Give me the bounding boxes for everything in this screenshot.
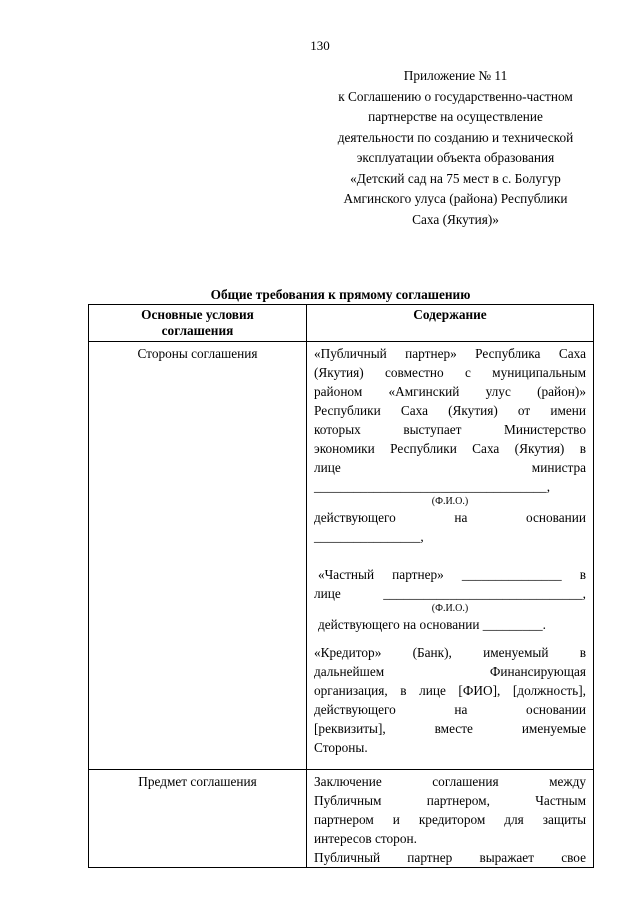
row-label-parties: Стороны соглашения [89, 342, 307, 770]
appendix-line: Приложение № 11 [403, 68, 508, 83]
text-line: лице ______________________________, [314, 586, 586, 601]
header-conditions-line: соглашения [161, 323, 234, 338]
text-line: интересов сторон. [314, 831, 417, 846]
row-content-subject [307, 770, 594, 868]
text-line: которых выступает Министерство [314, 422, 586, 437]
header-conditions [89, 305, 307, 342]
appendix-line: деятельности по созданию и технической [337, 129, 574, 145]
text-line: районом «Амгинский улус (район)» [314, 384, 586, 399]
text-line: партнером и кредитором для защиты [314, 812, 586, 827]
text-line: Заключение соглашения между [314, 774, 586, 789]
text-line: организация, в лице [ФИО], [должность], [314, 683, 586, 698]
table-row [89, 342, 594, 770]
text-line: (Якутия) совместно с муниципальным [314, 365, 586, 380]
header-conditions-line: Основные условия [141, 307, 254, 322]
table-row [89, 770, 594, 868]
text-line: Республики Саха (Якутия) от имени [314, 403, 586, 418]
text-line: лице министра [314, 460, 586, 475]
appendix-heading [318, 66, 593, 230]
appendix-line: Амгинского улуса (района) Республики [343, 191, 568, 206]
text-line: [реквизиты], вместе именуемые [314, 721, 586, 736]
table-header-row [89, 305, 594, 342]
text-line: дальнейшем Финансирующая [314, 664, 586, 679]
page-number: 130 [310, 38, 330, 53]
header-content: Содержание [307, 305, 594, 342]
text-line: Стороны. [314, 740, 368, 755]
appendix-line: эксплуатации объекта образования [356, 150, 555, 165]
text-line: «Кредитор» (Банк), именуемый в [314, 645, 586, 660]
appendix-line: Саха (Якутия)» [412, 211, 499, 227]
appendix-line: партнерстве на осуществление [368, 109, 543, 124]
text-line: экономики Республики Саха (Якутия) в [314, 441, 586, 456]
row-label-subject: Предмет соглашения [89, 770, 307, 868]
text-line: действующего на основании [314, 702, 586, 717]
fio-note: (Ф.И.О.) [431, 603, 469, 614]
table-title: Общие требования к прямому соглашению [210, 287, 471, 302]
text-line: Публичным партнером, Частным [314, 793, 586, 808]
text-line: «Публичный партнер» Республика Саха [314, 346, 586, 361]
row-content-parties [307, 342, 594, 770]
appendix-line: «Детский сад на 75 мест в с. Болугур [350, 170, 561, 186]
appendix-line: к Соглашению о государственно-частном [338, 88, 573, 104]
text-line: «Частный партнер» _______________ в [318, 567, 586, 582]
text-line: действующего на основании [314, 510, 586, 525]
signature-blank-line: ___________________________________, [314, 479, 551, 494]
requirements-table [88, 304, 594, 868]
fio-note: (Ф.И.О.) [431, 496, 469, 507]
text-line: Публичный партнер выражает свое [314, 850, 586, 865]
text-line: ________________, [314, 529, 424, 544]
text-line: действующего на основании _________. [318, 617, 546, 632]
